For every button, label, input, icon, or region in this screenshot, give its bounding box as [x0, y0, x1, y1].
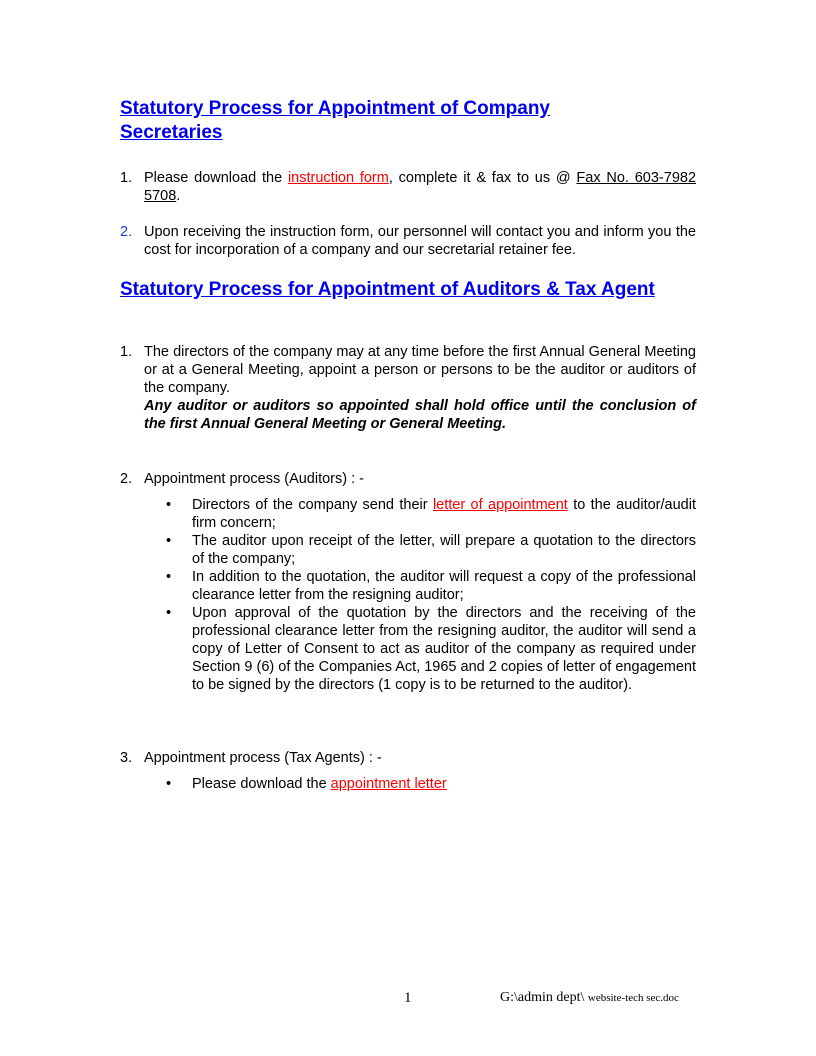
item-text: , complete it & fax to us @ [388, 170, 577, 186]
instruction-form-link[interactable]: instruction form [287, 170, 389, 186]
bullet-icon: • [166, 569, 172, 585]
list-item-directors-appoint [144, 343, 696, 433]
list-number: 1. [120, 344, 133, 360]
section-title-line1: Statutory Process for Appointment of Company [120, 98, 550, 119]
tax-agent-steps-list [166, 775, 696, 793]
appointment-letter-link[interactable]: appointment letter [330, 776, 447, 792]
bullet-text: Upon approval of the quotation by the directors and the receiving of the professional clearance letter from the resigning auditor, the auditor will send a copy of Letter of Consent to act as auditor of the company as required under Section 9 (6) of the Companies Act, 1965 and 2 copies of letter of engagement to be signed by the directors (1 copy is to be returned to the auditor). [192, 605, 696, 693]
list-number: 2. [120, 224, 133, 240]
letter-of-appointment-link[interactable]: letter of appointment [432, 497, 568, 513]
item-text: Upon receiving the instruction form, our personnel will contact you and inform you the cost for incorporation of a company and our secretarial retainer fee. [144, 224, 696, 258]
footer-file-path [500, 990, 679, 1006]
bullet-item [166, 496, 696, 532]
list-number: 1. [120, 170, 133, 186]
footer-file-name: website-tech sec.doc [587, 992, 679, 1004]
bullet-icon: • [166, 533, 172, 549]
section-title-company-secretaries [120, 97, 550, 145]
bullet-icon: • [166, 497, 172, 513]
item-text: The directors of the company may at any time before the first Annual General Meeting or at a General Meeting, appoint a person or persons to be the auditor or auditors of the company. [144, 344, 696, 396]
list-item-download-instruction [144, 169, 696, 205]
bullet-text: The auditor upon receipt of the letter, will prepare a quotation to the directors of the company; [192, 533, 696, 567]
footer-path-dir: G:\admin dept\ [500, 990, 588, 1005]
page-number: 1 [404, 990, 412, 1006]
bullet-item [166, 532, 696, 568]
bullet-icon: • [166, 776, 172, 792]
list-item-appointment-auditors: Appointment process (Auditors) : - [144, 471, 365, 487]
bullet-item [166, 604, 696, 694]
section-title-auditors-tax-agent: Statutory Process for Appointment of Auditors & Tax Agent [120, 279, 655, 300]
bullet-icon: • [166, 605, 172, 621]
bullet-text: In addition to the quotation, the auditor will request a copy of the professional clearance letter from the resigning auditor; [192, 569, 696, 603]
bullet-item [166, 775, 696, 793]
list-number: 3. [120, 750, 133, 766]
item-text: Please download the [144, 170, 288, 186]
bullet-text: Directors of the company send their [192, 497, 433, 513]
list-item-upon-receiving [144, 223, 696, 259]
bullet-item [166, 568, 696, 604]
bullet-text: to the auditor/audit firm concern; [192, 497, 696, 531]
bullet-text: Please download the [192, 776, 331, 792]
item-text: . [176, 188, 181, 204]
section-title-line2: Secretaries [120, 122, 223, 143]
fax-number: Fax No. 603-7982 5708 [144, 170, 697, 204]
item-emphasis: Any auditor or auditors so appointed shall hold office until the conclusion of the first Annual General Meeting or General Meeting. [144, 398, 696, 432]
list-item-appointment-tax-agents: Appointment process (Tax Agents) : - [144, 750, 382, 766]
auditor-steps-list [166, 496, 696, 694]
list-number: 2. [120, 471, 133, 487]
